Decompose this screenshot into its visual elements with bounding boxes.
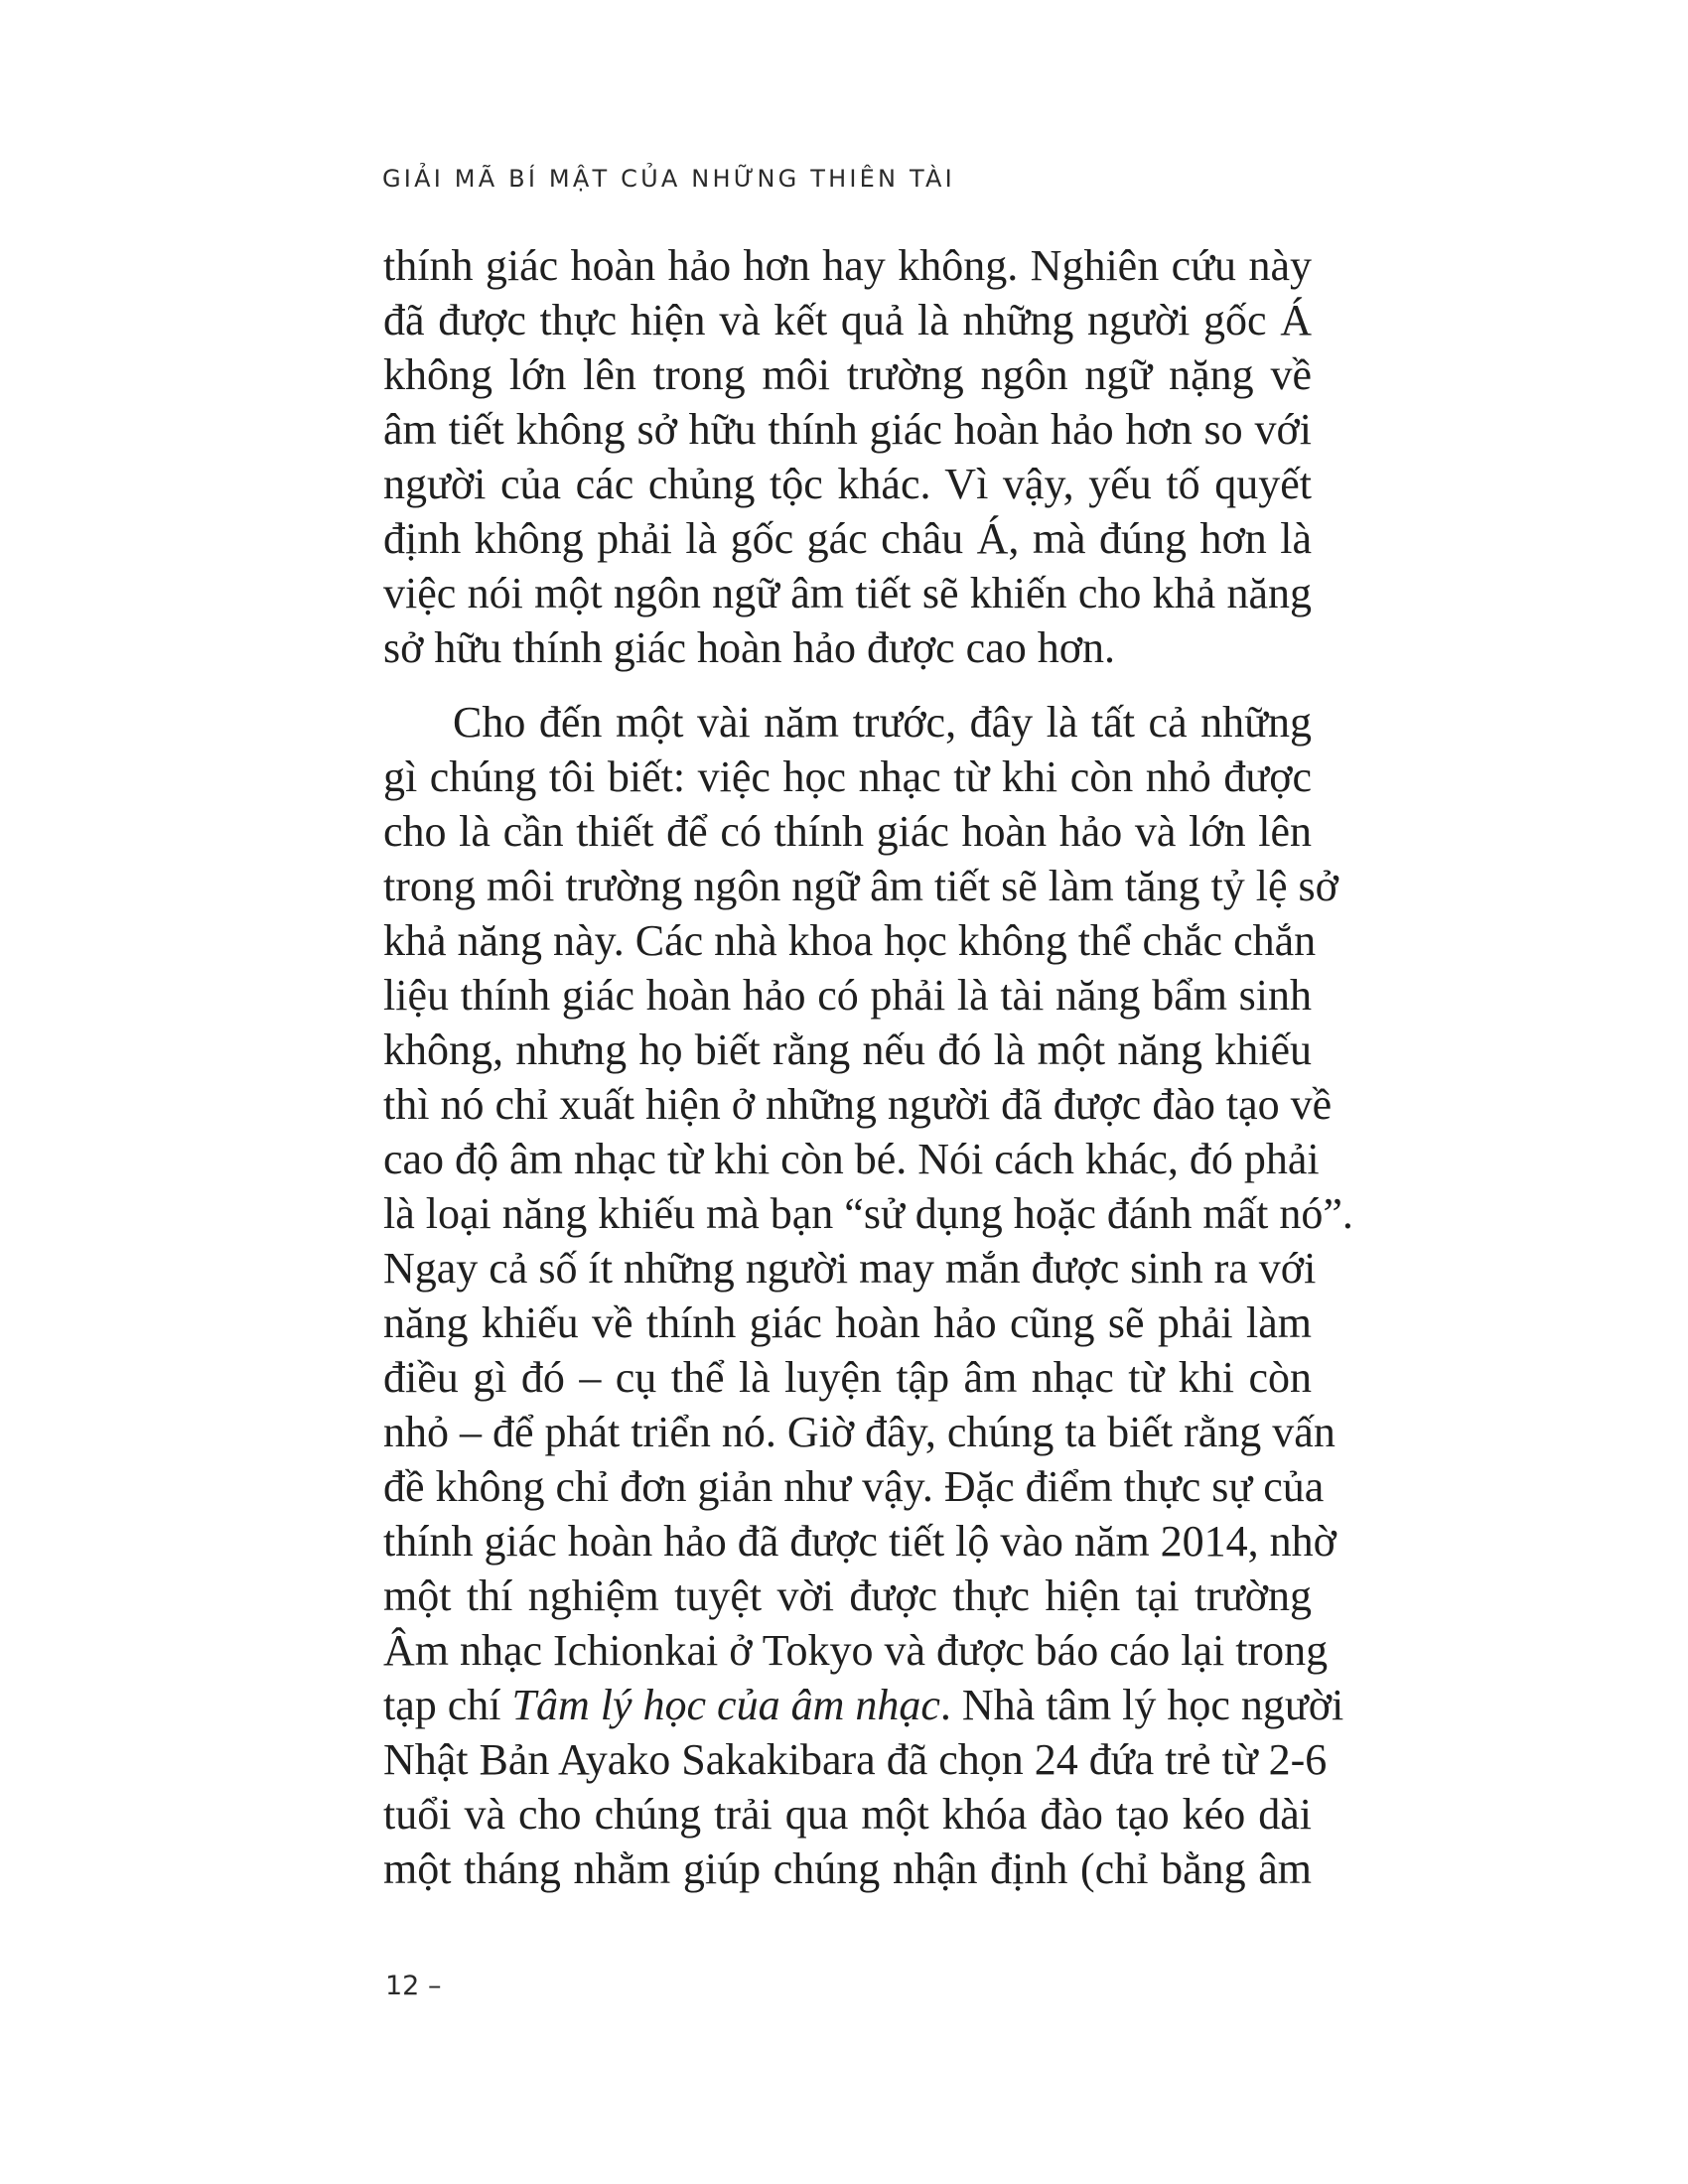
text-run: . Nhà tâm lý học người (939, 1681, 1344, 1729)
text-line: không lớn lên trong môi trường ngôn ngữ nặng về (383, 350, 1312, 399)
text-line: một tháng nhằm giúp chúng nhận định (chỉ bằng âm (383, 1844, 1312, 1893)
text-line: Cho đến một vài năm trước, đây là tất cả những (453, 698, 1312, 747)
text-line: việc nói một ngôn ngữ âm tiết sẽ khiến cho khả năng (383, 569, 1312, 617)
text-line: nhỏ – để phát triển nó. Giờ đây, chúng ta biết rằng vấn (383, 1408, 1336, 1456)
text-line: sở hữu thính giác hoàn hảo được cao hơn. (383, 623, 1115, 672)
text-line: năng khiếu về thính giác hoàn hảo cũng sẽ phải làm (383, 1298, 1312, 1347)
text-line: thính giác hoàn hảo đã được tiết lộ vào năm 2014, nhờ (383, 1517, 1336, 1566)
text-line: thính giác hoàn hảo hơn hay không. Nghiên cứu này (383, 241, 1312, 290)
text-line-with-title (383, 1678, 1344, 1732)
text-line: cao độ âm nhạc từ khi còn bé. Nói cách khác, đó phải (383, 1135, 1320, 1183)
text-line: thì nó chỉ xuất hiện ở những người đã được đào tạo về (383, 1080, 1333, 1129)
text-line: gì chúng tôi biết: việc học nhạc từ khi còn nhỏ được (383, 752, 1312, 801)
journal-title: Tâm lý học của âm nhạc (511, 1681, 940, 1729)
text-line: không, nhưng họ biết rằng nếu đó là một năng khiếu (383, 1025, 1312, 1074)
text-line: đề không chỉ đơn giản như vậy. Đặc điểm thực sự của (383, 1462, 1325, 1511)
text-line: người của các chủng tộc khác. Vì vậy, yếu tố quyết (383, 460, 1312, 508)
text-line: đã được thực hiện và kết quả là những người gốc Á (383, 296, 1312, 344)
text-line: một thí nghiệm tuyệt vời được thực hiện tại trường (383, 1571, 1312, 1620)
body-text (383, 238, 1353, 1896)
page-number: 12 – (385, 1971, 442, 2001)
text-line: Âm nhạc Ichionkai ở Tokyo và được báo cáo lại trong (383, 1626, 1329, 1675)
text-line: cho là cần thiết để có thính giác hoàn hảo và lớn lên (383, 807, 1312, 856)
text-line: tuổi và cho chúng trải qua một khóa đào tạo kéo dài (383, 1790, 1312, 1839)
text-line: là loại năng khiếu mà bạn “sử dụng hoặc đánh mất nó”. (383, 1189, 1353, 1238)
text-line: khả năng này. Các nhà khoa học không thể chắc chắn (383, 916, 1317, 965)
text-line: liệu thính giác hoàn hảo có phải là tài năng bẩm sinh (383, 971, 1312, 1020)
running-header: GIẢI MÃ BÍ MẬT CỦA NHỮNG THIÊN TÀI (382, 165, 955, 193)
text-line: định không phải là gốc gác châu Á, mà đúng hơn là (383, 514, 1312, 563)
text-line: điều gì đó – cụ thể là luyện tập âm nhạc từ khi còn (383, 1353, 1312, 1402)
text-run: tạp chí (383, 1681, 512, 1729)
text-line: âm tiết không sở hữu thính giác hoàn hảo hơn so với (383, 405, 1312, 454)
text-line: Nhật Bản Ayako Sakakibara đã chọn 24 đứa trẻ từ 2-6 (383, 1735, 1328, 1784)
text-line: Ngay cả số ít những người may mắn được sinh ra với (383, 1244, 1317, 1293)
paragraph-gap (383, 675, 1312, 695)
text-line: trong môi trường ngôn ngữ âm tiết sẽ làm tăng tỷ lệ sở (383, 862, 1338, 910)
